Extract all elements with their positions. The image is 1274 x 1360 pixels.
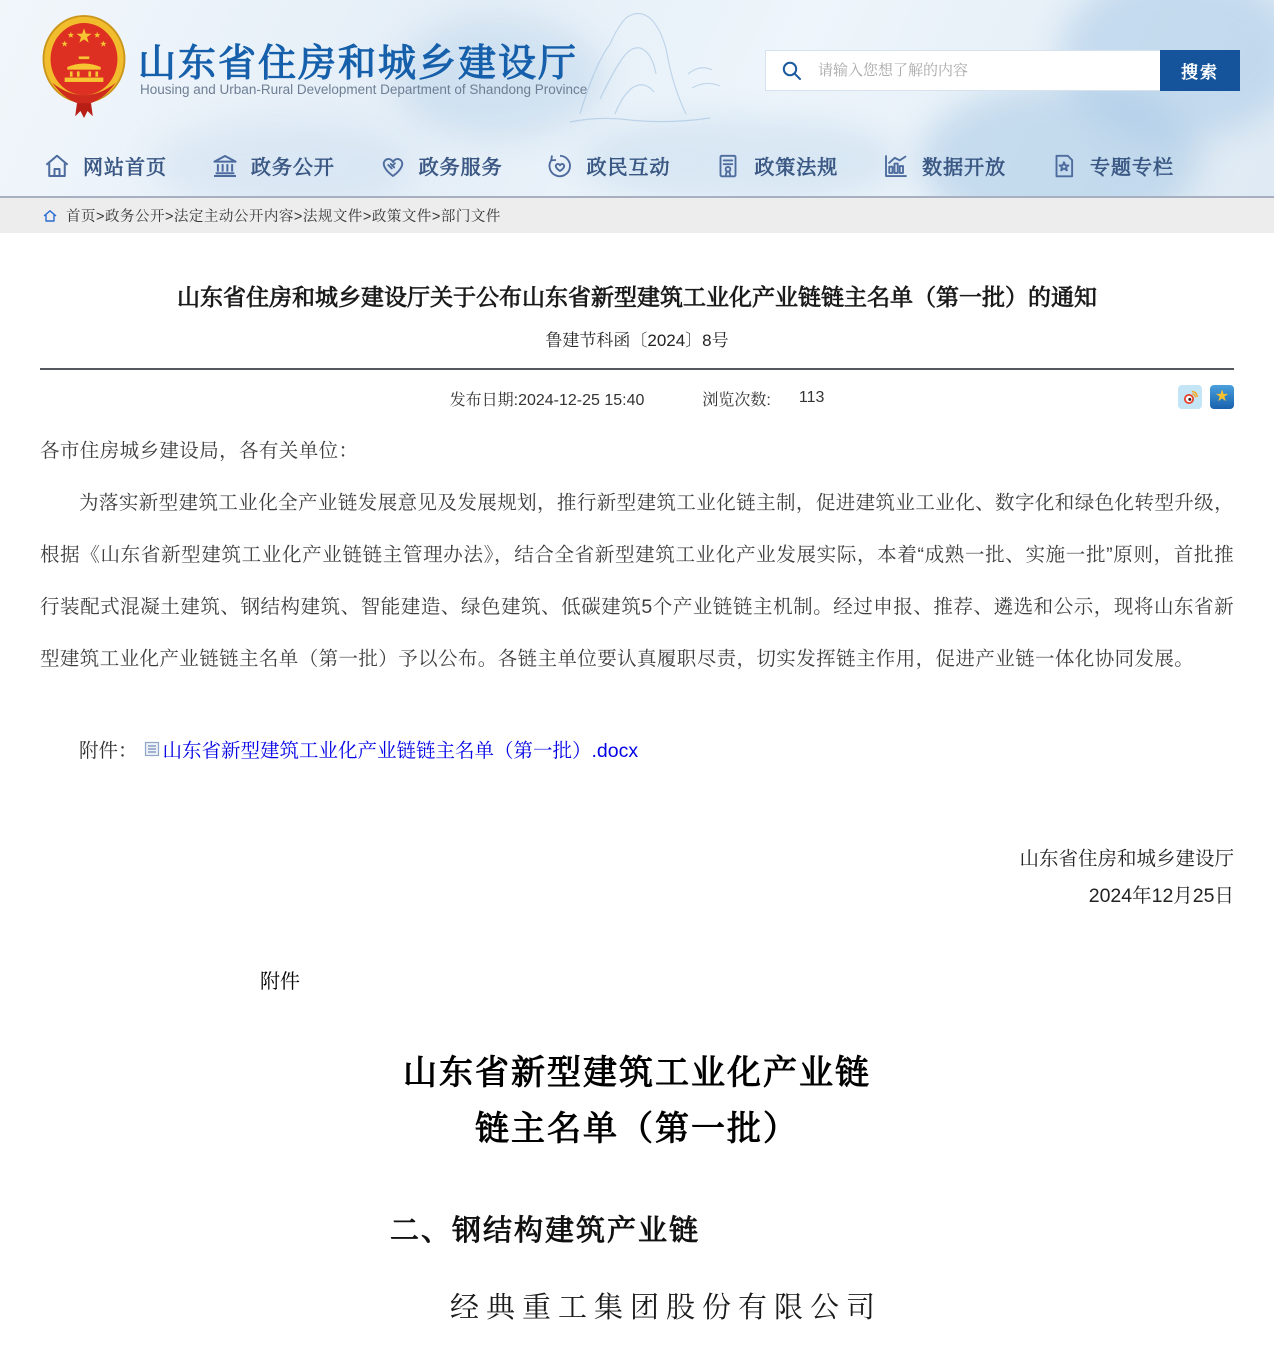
appendix-title-line2: 链主名单（第一批） [475, 1111, 799, 1148]
article-meta [40, 385, 1234, 411]
publish-date: 发布日期:2024-12-25 15:40 [449, 391, 645, 409]
heart-circle-icon [545, 151, 575, 181]
attachment-row [40, 735, 1234, 763]
star-page-icon [1049, 151, 1079, 181]
nav-item-label: 政务服务 [418, 157, 503, 179]
site-title: 山东省住房和城乡建设厅 [138, 43, 579, 85]
nav-item-home[interactable] [42, 151, 167, 181]
appendix-section-heading: 二、钢结构建筑产业链 [390, 1215, 701, 1247]
views-label: 浏览次数: [702, 391, 771, 409]
title-divider [40, 368, 1234, 370]
nav-item-special-topics[interactable] [1049, 151, 1174, 181]
document-seal-icon [713, 151, 743, 181]
appendix-company-name: 经典重工集团股份有限公司 [450, 1292, 883, 1324]
breadcrumb [0, 196, 1274, 233]
doc-file-icon [144, 741, 160, 757]
article-content [0, 279, 1274, 1326]
nav-item-interaction[interactable] [545, 151, 670, 181]
views-count: 113 [798, 389, 825, 406]
appendix-title-line1: 山东省新型建筑工业化产业链 [403, 1055, 871, 1092]
nav-item-label: 数据开放 [922, 157, 1007, 179]
banner [0, 0, 1274, 135]
home-icon [42, 151, 72, 181]
bank-icon [210, 151, 240, 181]
nav-item-openness[interactable] [210, 151, 335, 181]
site-subtitle: Housing and Urban-Rural Development Department of Shandong Province [140, 82, 588, 97]
nav-item-label: 网站首页 [83, 157, 167, 179]
nav-item-label: 政民互动 [586, 157, 671, 179]
nav-item-label: 政务公开 [250, 157, 335, 179]
search-box [765, 50, 1240, 91]
document-number: 鲁建节科函〔2024〕8号 [545, 331, 729, 350]
main-paragraph: 为落实新型建筑工业化全产业链发展意见及发展规划，推行新型建筑工业化链主制，促进建筑业工业化、数字化和绿色化转型升级，根据《山东省新型建筑工业化产业链链主管理办法》，结合全省新型建筑工业化产业发展实际，本着“成熟一批、实施一批”原则，首批推行装配式混凝土建筑、钢结构建筑、智能建造、绿色建筑、低碳建筑5个产业链链主机制。经过申报、推荐、遴选和公示，现将山东省新型建筑工业化产业链链主名单（第一批）予以公布。各链主单位要认真履职尽责，切实发挥链主作用，促进产业链一体化协同发展。 [40, 492, 1234, 670]
nav-item-policies[interactable] [713, 151, 838, 181]
heart-hands-icon [378, 151, 408, 181]
nav-item-label: 专题专栏 [1089, 157, 1174, 179]
share-buttons [1178, 385, 1234, 409]
nav-item-label: 政策法规 [754, 157, 839, 179]
salutation: 各市住房城乡建设局，各有关单位： [40, 440, 359, 462]
signature-date: 2024年12月25日 [1088, 885, 1234, 907]
article-body [40, 425, 1234, 685]
qzone-share-icon[interactable]: ★ [1210, 385, 1234, 409]
breadcrumb-home-icon [42, 208, 58, 224]
appendix-title [40, 1046, 1234, 1158]
breadcrumb-path[interactable]: 首页>政务公开>法定主动公开内容>法规文件>政策文件>部门文件 [66, 209, 501, 225]
nav-item-services[interactable] [378, 151, 503, 181]
attachment-label: 附件： [79, 740, 138, 762]
signature-block [40, 841, 1234, 915]
weibo-share-icon[interactable] [1178, 385, 1202, 409]
search-button[interactable]: 搜索 [1160, 50, 1240, 91]
national-emblem-logo [40, 12, 128, 122]
attachment-link[interactable]: 山东省新型建筑工业化产业链链主名单（第一批）.docx [162, 740, 639, 762]
nav-item-data[interactable] [881, 151, 1006, 181]
site-header [0, 0, 1274, 196]
main-navigation [0, 135, 1274, 196]
search-input[interactable] [818, 62, 1160, 79]
search-icon [766, 59, 818, 83]
appendix-label: 附件 [260, 971, 300, 993]
signature-org: 山东省住房和城乡建设厅 [1019, 848, 1234, 870]
chart-icon [881, 151, 911, 181]
article-title: 山东省住房和城乡建设厅关于公布山东省新型建筑工业化产业链链主名单（第一批）的通知 [177, 284, 1097, 310]
